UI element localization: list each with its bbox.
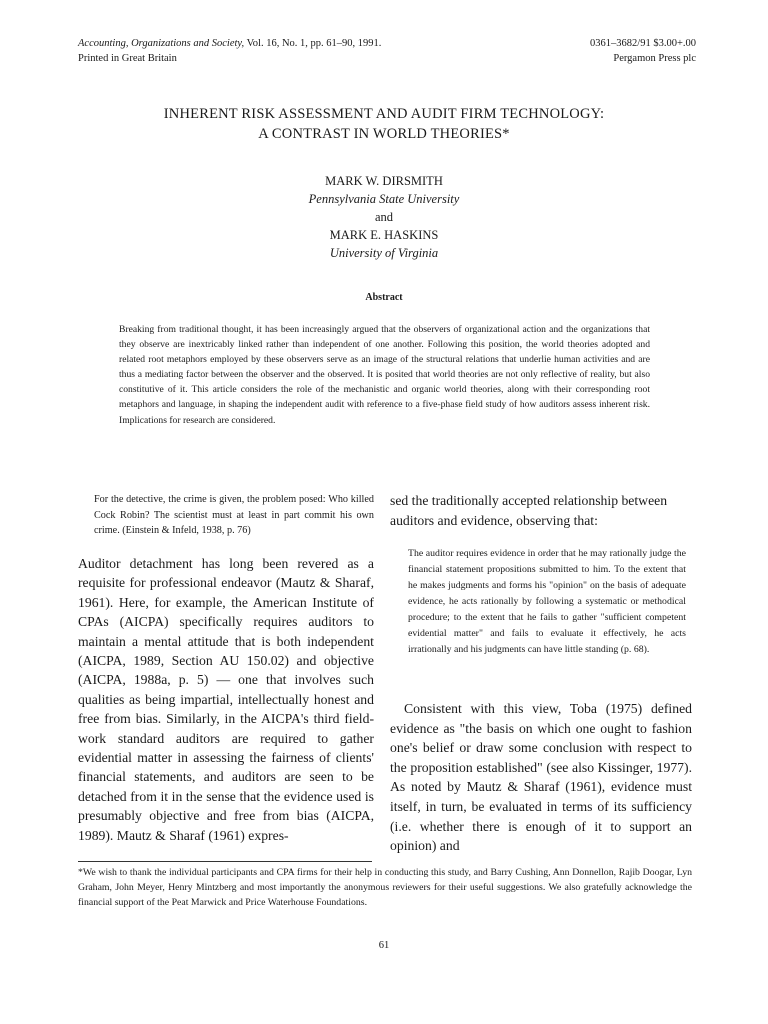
body-column-left: Auditor detachment has long been revered as a requisite for professional endeavor (Mautz & Sharaf, 1961). Here, for example, the American Institute of CPAs (AICPA) specifically requires auditors to maintain a mental attitude that is both independent (AICPA, 1989, Section AU 150.02) and objective (AICPA, 1988a, p. 5) — one that involves such qualities as being impartial, intellectually honest and free from bias. Similarly, in the AICPA's third field-work standard auditors are required to gather evidential matter in assessing the fairness of clients' financial statements, and auditors are seen to be detached from it in the sense that the evidence used is presumably objective and free from bias (AICPA, 1989). Mautz & Sharaf (1961) expres- xyxy=(78,556,374,843)
epigraph: For the detective, the crime is given, the problem posed: Who killed Cock Robin? The scientist must at least in part commit his own crime. (Einstein & Infeld, 1938, p. 76) xyxy=(94,494,374,536)
printed-in: Printed in Great Britain xyxy=(78,53,177,64)
author-name-2: MARK E. HASKINS xyxy=(329,228,439,242)
journal-citation xyxy=(78,36,381,51)
body-column-right-bottom xyxy=(390,699,692,856)
running-header-left xyxy=(78,36,381,66)
running-header-right xyxy=(590,36,696,66)
article-title xyxy=(78,104,690,144)
volume-info: Vol. 16, No. 1, pp. 61–90, 1991. xyxy=(244,38,382,49)
title-line-1: INHERENT RISK ASSESSMENT AND AUDIT FIRM TECHNOLOGY: xyxy=(163,106,605,122)
publisher: Pergamon Press plc xyxy=(613,53,696,64)
page-number: 61 xyxy=(378,940,390,951)
block-quotation: The auditor requires evidence in order that he may rationally judge the financial statement propositions submitted to him. To the extent that he makes judgments and forms his "opinion" on the basis of adequate evidence, he acts rationally by following a systematic or methodical procedure; to the extent that he fails to gather "sufficient competent evidential matter" and fails to evaluate it effectively, he acts irrationally and his judgments can have little standing (p. 68). xyxy=(408,548,686,655)
issn-price: 0361–3682/91 $3.00+.00 xyxy=(590,38,696,49)
abstract-text: Breaking from traditional thought, it has been increasingly argued that the observers of organizational action and the organizations that they observe are inextricably linked rather than independent of one another. Following this position, the world theories adopted and related root metaphors employed by these observers serve as an image of the structural relations that underlie human activities and are thus a mediating factor between the observer and the observed. It is posited that world theories are not only reflective of reality, but also constitutive of it. This article considers the role of the mechanistic and organic world theories, along with their corresponding root metaphors and language, in shaping the independent audit with reference to a five-phase field study of how auditors assess inherent risk. Implications for research are considered. xyxy=(119,324,650,426)
paragraph-text: Consistent with this view, Toba (1975) defined evidence as "the basis on which one ought to fashion one's belief or draw some conclusion with respect to the proposition established" (see also Kissinger, 1977). As noted by Mautz & Sharaf (1961), evidence must itself, in turn, be evaluated in terms of its sufficiency (i.e. whether there is enough of it to support an opinion) and xyxy=(390,701,692,854)
journal-name: Accounting, Organizations and Society, xyxy=(78,38,245,49)
author-affiliation-2: University of Virginia xyxy=(329,246,439,260)
author-conjunction: and xyxy=(374,210,394,224)
abstract-heading: Abstract xyxy=(365,292,403,303)
acknowledgement-footnote: *We wish to thank the individual participants and CPA firms for their help in conducting this study, and Barry Cushing, Ann Donnellon, Rajib Doogar, Lyn Graham, John Meyer, Henry Mintzberg and most importantly the anonymous reviewers for their useful suggestions. We also gratefully acknowledge the financial support of the Peat Marwick and Price Waterhouse Foundations. xyxy=(78,867,692,908)
body-column-right-top: sed the traditionally accepted relationship between auditors and evidence, observing that: xyxy=(390,493,668,528)
author-block xyxy=(78,172,690,262)
author-name-1: MARK W. DIRSMITH xyxy=(325,174,443,188)
footnote-rule xyxy=(78,861,372,862)
title-line-2: A CONTRAST IN WORLD THEORIES* xyxy=(258,126,510,142)
author-affiliation-1: Pennsylvania State University xyxy=(308,192,460,206)
